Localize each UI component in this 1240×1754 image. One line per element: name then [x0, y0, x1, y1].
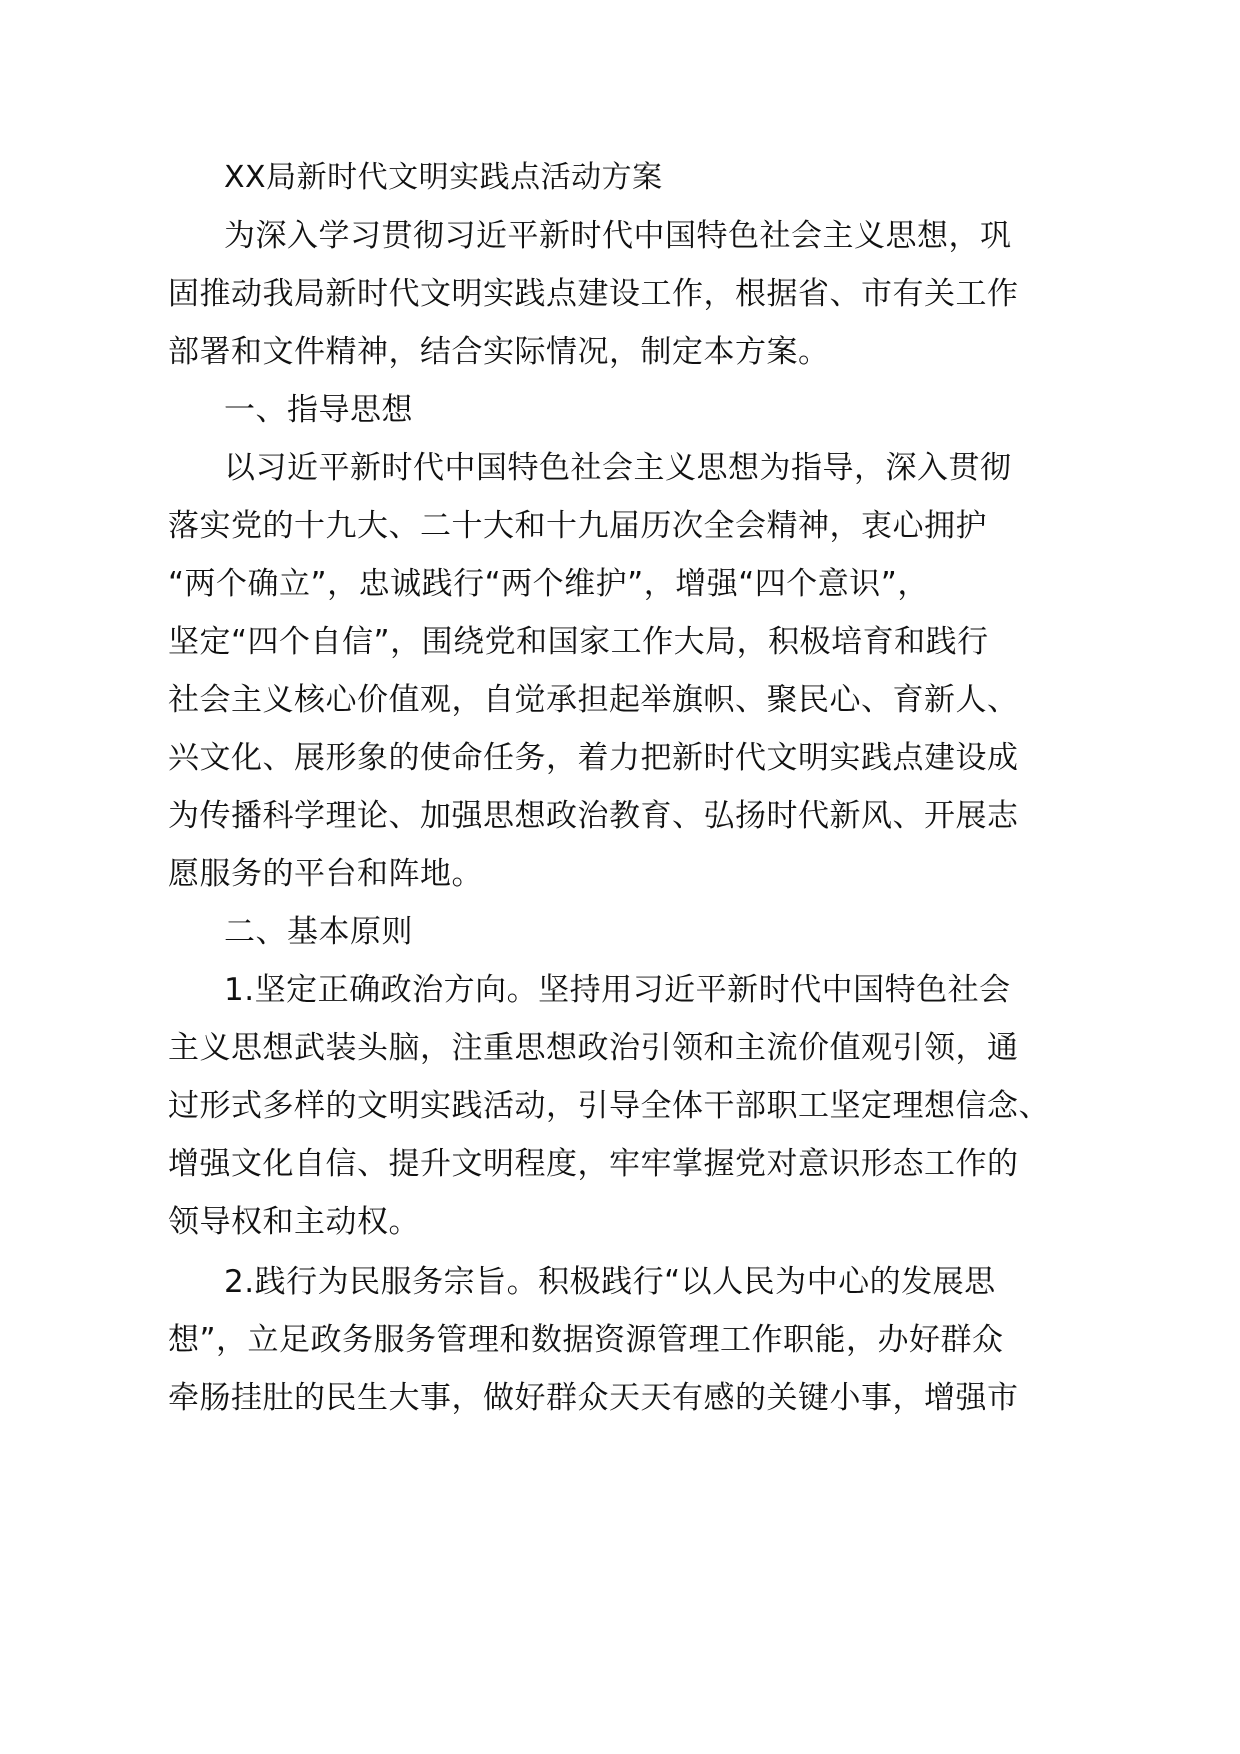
principle1-line: 增强文化自信、提升文明程度，牢牢掌握党对意识形态工作的 — [168, 1146, 1019, 1182]
section1-line: 愿服务的平台和阵地。 — [168, 856, 483, 892]
principle1-line: 1.坚定正确政治方向。坚持用习近平新时代中国特色社会 — [224, 972, 1011, 1008]
principle2-line: 牵肠挂肚的民生大事，做好群众天天有感的关键小事，增强市 — [168, 1380, 1019, 1416]
section1-line: “两个确立”，忠诚践行“两个维护”，增强“四个意识”， — [168, 566, 929, 602]
section1-line: 兴文化、展形象的使命任务，着力把新时代文明实践点建设成 — [168, 740, 1019, 776]
principle2-line: 2.践行为民服务宗旨。积极践行“以人民为中心的发展思 — [224, 1264, 996, 1300]
section1-line: 坚定“四个自信”，围绕党和国家工作大局，积极培育和践行 — [168, 624, 989, 660]
principle1-line: 过形式多样的文明实践活动，引导全体干部职工坚定理想信念、 — [168, 1088, 1050, 1124]
principle2-line: 想”，立足政务服务管理和数据资源管理工作职能，办好群众 — [168, 1322, 1004, 1358]
section-heading-basic-principles: 二、基本原则 — [224, 914, 413, 950]
section1-line: 为传播科学理论、加强思想政治教育、弘扬时代新风、开展志 — [168, 798, 1019, 834]
intro-line: 部署和文件精神，结合实际情况，制定本方案。 — [168, 334, 830, 370]
section1-line: 以习近平新时代中国特色社会主义思想为指导，深入贯彻 — [224, 450, 1012, 486]
principle1-line: 领导权和主动权。 — [168, 1204, 420, 1240]
section1-line: 社会主义核心价值观，自觉承担起举旗帜、聚民心、育新人、 — [168, 682, 1019, 718]
intro-line: 固推动我局新时代文明实践点建设工作，根据省、市有关工作 — [168, 276, 1019, 312]
section1-line: 落实党的十九大、二十大和十九届历次全会精神，衷心拥护 — [168, 508, 987, 544]
principle1-line: 主义思想武装头脑，注重思想政治引领和主流价值观引领，通 — [168, 1030, 1019, 1066]
section-heading-guiding-ideology: 一、指导思想 — [224, 392, 413, 428]
document-title: XX局新时代文明实践点活动方案 — [224, 160, 663, 195]
intro-line: 为深入学习贯彻习近平新时代中国特色社会主义思想，巩 — [224, 218, 1012, 254]
